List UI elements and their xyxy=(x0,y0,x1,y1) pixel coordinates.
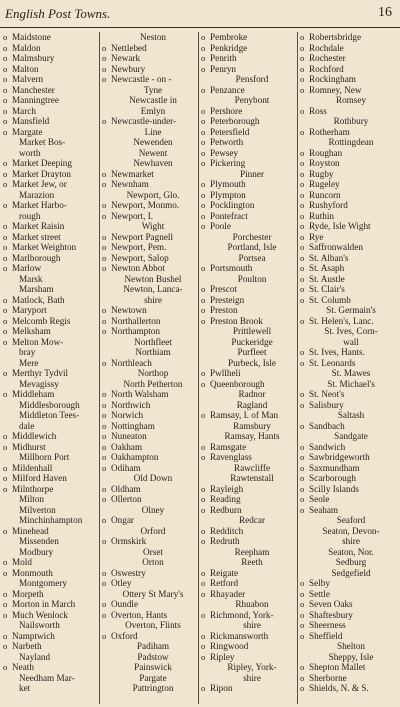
town-entry: o Sandbach xyxy=(300,421,396,432)
town-entry: o Newport, I. xyxy=(102,211,198,222)
town-entry: o Penryn xyxy=(201,64,297,75)
town-entry: o Petworth xyxy=(201,137,297,148)
town-entry-continuation: Portsea xyxy=(238,252,266,263)
town-entry: o St. Leonards xyxy=(300,358,396,369)
town-entry-continuation: Ramsbury xyxy=(233,420,271,431)
town-entry: o Newcastle - on - xyxy=(102,74,198,85)
town-entry: o Melcomb Regis xyxy=(3,316,99,327)
town-entry: o Newnham xyxy=(102,179,198,190)
town-entry: o Marlborough xyxy=(3,253,99,264)
town-entry: o Market Weighton xyxy=(3,242,99,253)
town-entry: o Newton Abbot xyxy=(102,263,198,274)
town-entry: o North Walsham xyxy=(102,389,198,400)
town-entry: o Ramsgate xyxy=(201,442,297,453)
town-entry-continuation: Newcastle in xyxy=(129,95,177,105)
town-entry-continuation: Montgomery xyxy=(19,578,67,588)
town-entry-continuation: Saltash xyxy=(337,410,365,420)
town-entry-continuation: Marazion xyxy=(19,189,55,200)
town-entry-continuation: Olney xyxy=(141,504,165,515)
town-entry: o Queenborough xyxy=(201,379,297,390)
town-entry-continuation: Orton xyxy=(142,557,164,567)
town-entry: o Poole xyxy=(201,221,297,232)
town-entry-continuation: Ripley, York- xyxy=(227,662,277,672)
town-entry: o Rhayader xyxy=(201,589,297,600)
town-entry-continuation: Sedburg xyxy=(335,557,367,567)
town-entry: o Shields, N. & S. xyxy=(300,683,396,694)
town-entry: o Redburn xyxy=(201,505,297,516)
town-entry-continuation: St. Germain's xyxy=(326,305,376,315)
town-entry-continuation: St. Mawes xyxy=(331,368,371,378)
town-entry-continuation: Purfleet xyxy=(237,347,267,357)
town-entry: o St. Neot's xyxy=(300,389,396,400)
town-entry: o Margate xyxy=(3,127,99,138)
column-4 xyxy=(297,32,396,704)
town-entry: o Newcastle-under- xyxy=(102,116,198,127)
town-entry-continuation: Padstow xyxy=(137,651,169,662)
town-entry: o Ross xyxy=(300,106,396,117)
town-entry: o Robertsbridge xyxy=(300,32,396,43)
town-entry: o Middlewich xyxy=(3,431,99,442)
town-entry: o Market Drayton xyxy=(3,169,99,180)
town-entry: o Sheffield xyxy=(300,631,396,642)
town-entry: o Ramsay, I. of Man xyxy=(201,410,297,421)
town-entry-continuation: Nailsworth xyxy=(19,620,60,630)
town-entry-continuation: Seaton, Nor. xyxy=(328,546,374,557)
town-entry: o Morton in March xyxy=(3,599,99,610)
town-entry: o Petersfield xyxy=(201,127,297,138)
town-entry: o Newport, Monmo. xyxy=(102,200,198,211)
town-entry: o Preston Brook xyxy=(201,316,297,327)
town-entry: o Newport Pagnell xyxy=(102,232,198,243)
town-entry-continuation: Reeth xyxy=(241,557,263,567)
town-entry: o Market Jew, or xyxy=(3,179,99,190)
town-entry: o Plympton xyxy=(201,190,297,201)
town-entry: o Midhurst xyxy=(3,442,99,453)
town-entry-continuation: Wight xyxy=(141,221,165,231)
town-entry-continuation: North Petherton xyxy=(123,378,183,389)
town-entry-continuation: St. Ives, Corn- xyxy=(324,326,378,336)
town-entry-continuation: Needham Mar- xyxy=(19,672,75,683)
town-entry: o Norwich xyxy=(102,410,198,421)
town-list xyxy=(0,32,396,704)
town-entry: o Shepton Mallet xyxy=(300,662,396,673)
town-entry: o Milnthorpe xyxy=(3,484,99,495)
town-entry: o Pembroke xyxy=(201,32,297,43)
town-entry: o Rugby xyxy=(300,169,396,180)
town-entry: o Scilly Islands xyxy=(300,484,396,495)
town-entry: o St. Helen's, Lanc. xyxy=(300,316,396,327)
town-entry-continuation: bray xyxy=(19,347,36,357)
town-entry: o Malmsbury xyxy=(3,53,99,64)
town-entry: o Melton Mow- xyxy=(3,337,99,348)
town-entry: o Saxmundham xyxy=(300,463,396,474)
header-rule xyxy=(0,27,400,28)
town-entry-continuation: Missenden xyxy=(19,536,59,546)
town-entry: o Rugeley xyxy=(300,179,396,190)
town-entry-continuation: Milton xyxy=(19,494,45,504)
town-entry-continuation: Emlyn xyxy=(140,105,166,116)
town-entry-continuation: shire xyxy=(342,536,360,546)
town-entry: o Rochford xyxy=(300,64,396,75)
town-entry-continuation: Newton, Lanca- xyxy=(123,284,183,294)
town-entry: o Portsmouth xyxy=(201,263,297,274)
town-entry: o Neath xyxy=(3,662,99,673)
town-entry-continuation: Overton, Flints xyxy=(125,620,181,630)
town-entry-continuation: Newhaven xyxy=(133,158,173,168)
town-entry: o Peterborough xyxy=(201,116,297,127)
town-entry: o Morpeth xyxy=(3,589,99,600)
town-entry: o Pershore xyxy=(201,106,297,117)
town-entry-continuation: Rhuabon xyxy=(235,599,269,609)
town-entry-continuation: Newton Bushel xyxy=(124,273,182,284)
town-entry-continuation: Redcar xyxy=(238,515,265,525)
town-entry: o Selby xyxy=(300,578,396,589)
town-entry-continuation: worth xyxy=(19,147,41,158)
town-entry: o Nettlebed xyxy=(102,43,198,54)
town-entry: o Otley xyxy=(102,578,198,589)
town-entry: o Pocklington xyxy=(201,200,297,211)
town-entry: o Market street xyxy=(3,232,99,243)
town-entry-continuation: Old Down xyxy=(133,473,173,483)
town-entry: o Penzance xyxy=(201,85,297,96)
town-entry: o Romney, New xyxy=(300,85,396,96)
town-entry-continuation: Reepham xyxy=(234,546,270,557)
town-entry-continuation: Milverton xyxy=(19,504,56,515)
town-entry: o Richmond, York- xyxy=(201,610,297,621)
town-entry: o Reading xyxy=(201,494,297,505)
town-entry: o Northampton xyxy=(102,326,198,337)
town-entry-continuation: Porchester xyxy=(232,231,272,242)
town-entry-continuation: Millborn Port xyxy=(19,452,70,462)
town-entry: o Seven Oaks xyxy=(300,599,396,610)
town-entry: o Redruth xyxy=(201,536,297,547)
town-entry-continuation: shire xyxy=(243,620,261,630)
town-entry: o Market Deeping xyxy=(3,158,99,169)
town-entry-continuation: Minchinhampton xyxy=(19,515,83,525)
town-entry: o Newport, Salop xyxy=(102,253,198,264)
town-entry: o Narbeth xyxy=(3,641,99,652)
town-entry: o Malton xyxy=(3,64,99,75)
town-entry: o Rochester xyxy=(300,53,396,64)
town-entry-continuation: Newport, Glo. xyxy=(126,189,180,200)
town-entry: o St. Alban's xyxy=(300,253,396,264)
town-entry: o Rushyford xyxy=(300,200,396,211)
town-entry: o Reigate xyxy=(201,568,297,579)
town-entry: o Malvern xyxy=(3,74,99,85)
town-entry: o Royston xyxy=(300,158,396,169)
town-entry-continuation: Sandgate xyxy=(334,431,368,441)
town-entry-continuation: Seaford xyxy=(336,515,366,525)
town-entry: o Salisbury xyxy=(300,400,396,411)
town-entry: o Scarborough xyxy=(300,473,396,484)
town-entry-continuation: Puckeridge xyxy=(231,336,273,347)
town-entry-continuation: rough xyxy=(19,210,41,221)
town-entry-continuation: Middlesborough xyxy=(19,399,80,410)
town-entry: o Northleach xyxy=(102,358,198,369)
town-entry-continuation: Modbury xyxy=(19,546,54,557)
town-entry: o Pewsey xyxy=(201,148,297,159)
town-entry: o St. Clair's xyxy=(300,284,396,295)
town-entry: o Overton, Hants xyxy=(102,610,198,621)
town-entry: o Rye xyxy=(300,232,396,243)
town-entry-continuation: wall xyxy=(343,336,359,347)
town-entry: o Manningtree xyxy=(3,95,99,106)
town-entry: o Maldon xyxy=(3,43,99,54)
town-entry-continuation: Market Bos- xyxy=(19,137,66,147)
town-entry: o Preston xyxy=(201,305,297,316)
town-entry-continuation: Sedgefield xyxy=(331,567,371,578)
town-entry: o Milford Haven xyxy=(3,473,99,484)
town-entry-continuation: St. Michael's xyxy=(327,378,375,389)
town-entry: o Market Harbo- xyxy=(3,200,99,211)
town-entry: o March xyxy=(3,106,99,117)
town-entry: o Pickering xyxy=(201,158,297,169)
town-entry-continuation: Romsey xyxy=(335,95,367,105)
town-entry: o Maryport xyxy=(3,305,99,316)
town-entry: o Much Wenlock xyxy=(3,610,99,621)
town-entry: o Ripley xyxy=(201,652,297,663)
town-entry: o St. Austle xyxy=(300,274,396,285)
town-entry: o Redditch xyxy=(201,526,297,537)
town-entry: o Pontefract xyxy=(201,211,297,222)
town-entry-continuation: Newenden xyxy=(133,137,173,147)
town-entry: o Plymouth xyxy=(201,179,297,190)
town-entry-continuation: ket xyxy=(19,683,31,693)
town-entry: o Rotherham xyxy=(300,127,396,138)
town-entry: o Oakhampton xyxy=(102,452,198,463)
town-entry: o Mold xyxy=(3,557,99,568)
town-entry-continuation: Mevagissy xyxy=(19,378,59,389)
town-entry: o Rochdale xyxy=(300,43,396,54)
town-entry: o Seaham xyxy=(300,505,396,516)
town-entry: o Monmouth xyxy=(3,568,99,579)
town-entry-continuation: Painswick xyxy=(134,662,172,672)
town-entry: o Ongar xyxy=(102,515,198,526)
town-entry: o Merthyr Tydvil xyxy=(3,368,99,379)
town-entry-continuation: Orset xyxy=(143,546,163,557)
town-entry: o Newark xyxy=(102,53,198,64)
town-entry-continuation: Marsham xyxy=(19,284,54,294)
town-entry: o Pwllheli xyxy=(201,368,297,379)
town-entry-continuation: Ottery St Mary's xyxy=(122,588,184,599)
town-entry: o Ripon xyxy=(201,683,297,694)
town-entry: o Odiham xyxy=(102,463,198,474)
town-entry-continuation: Nayland xyxy=(19,651,51,662)
town-entry: o Ringwood xyxy=(201,641,297,652)
page-header xyxy=(0,0,400,26)
town-entry: o St. Asaph xyxy=(300,263,396,274)
town-entry-continuation: Ragland xyxy=(236,399,268,410)
town-entry-continuation: Rothbury xyxy=(333,116,369,126)
town-entry: o Melksham xyxy=(3,326,99,337)
town-entry-continuation: Rottingdean xyxy=(328,137,374,147)
town-entry: o Newbury xyxy=(102,64,198,75)
town-entry-continuation: Marsk xyxy=(19,273,43,284)
town-entry-continuation: Prittlewell xyxy=(232,326,272,336)
town-entry: o Shaftesbury xyxy=(300,610,396,621)
town-entry-continuation: Rawcliffe xyxy=(233,462,271,473)
town-entry-continuation: Rawtenstall xyxy=(230,473,274,483)
town-entry: o Sandwich xyxy=(300,442,396,453)
town-entry: o Penkridge xyxy=(201,43,297,54)
town-entry-continuation: Pargate xyxy=(139,672,167,683)
column-1 xyxy=(0,32,99,704)
town-entry-continuation: Portland, Isle xyxy=(227,242,277,252)
town-entry: o Nuneaton xyxy=(102,431,198,442)
town-entry-continuation: Shelton xyxy=(336,641,366,651)
town-entry-continuation: shire xyxy=(243,672,261,683)
town-entry-continuation: Northop xyxy=(137,368,169,378)
town-entry: o Oakham xyxy=(102,442,198,453)
town-entry: o Rockingham xyxy=(300,74,396,85)
town-entry: o St. Columb xyxy=(300,295,396,306)
town-entry: o St. Ives, Hants. xyxy=(300,347,396,358)
town-entry-continuation: Ramsay, Hants xyxy=(224,431,280,441)
town-entry: o Presteign xyxy=(201,295,297,306)
town-entry: o Ormskirk xyxy=(102,536,198,547)
town-entry: o Manchester xyxy=(3,85,99,96)
town-entry: o Marlow xyxy=(3,263,99,274)
town-entry-continuation: Mere xyxy=(19,357,39,368)
town-entry: o Ollerton xyxy=(102,494,198,505)
town-entry: o Nottingham xyxy=(102,421,198,432)
town-entry: o Rayleigh xyxy=(201,484,297,495)
town-entry: o Oundle xyxy=(102,599,198,610)
town-entry-continuation: Middleton Tees- xyxy=(19,410,80,420)
town-entry-continuation: Penybont xyxy=(234,95,270,105)
town-entry: o Ravenglass xyxy=(201,452,297,463)
town-entry: o Ryde, Isle Wight xyxy=(300,221,396,232)
column-2 xyxy=(99,32,198,704)
town-entry-continuation: Pinner xyxy=(240,168,264,179)
town-entry: o Mansfield xyxy=(3,116,99,127)
town-entry-continuation: Poulton xyxy=(237,273,267,284)
town-entry: o Rickmansworth xyxy=(201,631,297,642)
town-entry: o Runcorn xyxy=(300,190,396,201)
town-entry-continuation: Pensford xyxy=(235,74,269,84)
town-entry: o Newtown xyxy=(102,305,198,316)
town-entry-continuation: Neston xyxy=(139,32,167,42)
town-entry-continuation: shire xyxy=(144,294,162,305)
town-entry-continuation: Orford xyxy=(140,525,166,536)
town-entry: o Ruthin xyxy=(300,211,396,222)
town-entry: o Oldham xyxy=(102,484,198,495)
town-entry-continuation: Tyne xyxy=(143,84,163,95)
town-entry: o Retford xyxy=(201,578,297,589)
town-entry: o Northwich xyxy=(102,400,198,411)
town-entry-continuation: Padiham xyxy=(136,641,170,651)
page-number: 16 xyxy=(378,5,392,20)
town-entry: o Roughan xyxy=(300,148,396,159)
column-3 xyxy=(198,32,297,704)
town-entry-continuation: Newent xyxy=(138,147,168,158)
town-entry: o Saffronwalden xyxy=(300,242,396,253)
town-entry: o Market Raisin xyxy=(3,221,99,232)
town-entry: o Sawbridgeworth xyxy=(300,452,396,463)
town-entry: o Northallerton xyxy=(102,316,198,327)
town-entry: o Newport, Pem. xyxy=(102,242,198,253)
town-entry: o Middleham xyxy=(3,389,99,400)
town-entry: o Mildenhall xyxy=(3,463,99,474)
town-entry-continuation: Seaton, Devon- xyxy=(322,525,380,536)
town-entry: o Matlock, Bath xyxy=(3,295,99,306)
town-entry: o Settle xyxy=(300,589,396,600)
town-entry: o Seole xyxy=(300,494,396,505)
town-entry: o Penrith xyxy=(201,53,297,64)
town-entry: o Newmarket xyxy=(102,169,198,180)
town-entry-continuation: Pattrington xyxy=(132,683,174,693)
town-entry: o Oxford xyxy=(102,631,198,642)
town-entry-continuation: Purbeck, Isle xyxy=(228,357,276,368)
town-entry: o Oswestry xyxy=(102,568,198,579)
town-entry-continuation: Line xyxy=(144,126,162,137)
town-entry-continuation: dale xyxy=(19,420,35,431)
town-entry: o Prescot xyxy=(201,284,297,295)
town-entry-continuation: Sheppy, Isle xyxy=(328,651,374,662)
running-title: English Post Towns. xyxy=(5,6,111,21)
town-entry: o Sheerness xyxy=(300,620,396,631)
town-entry: o Namptwich xyxy=(3,631,99,642)
town-entry: o Sherborne xyxy=(300,673,396,684)
town-entry: o Maidstone xyxy=(3,32,99,43)
town-entry-continuation: Northiam xyxy=(135,347,171,357)
town-entry: o Minehead xyxy=(3,526,99,537)
town-entry-continuation: Northfleet xyxy=(134,336,172,347)
town-entry-continuation: Radnor xyxy=(238,389,266,399)
